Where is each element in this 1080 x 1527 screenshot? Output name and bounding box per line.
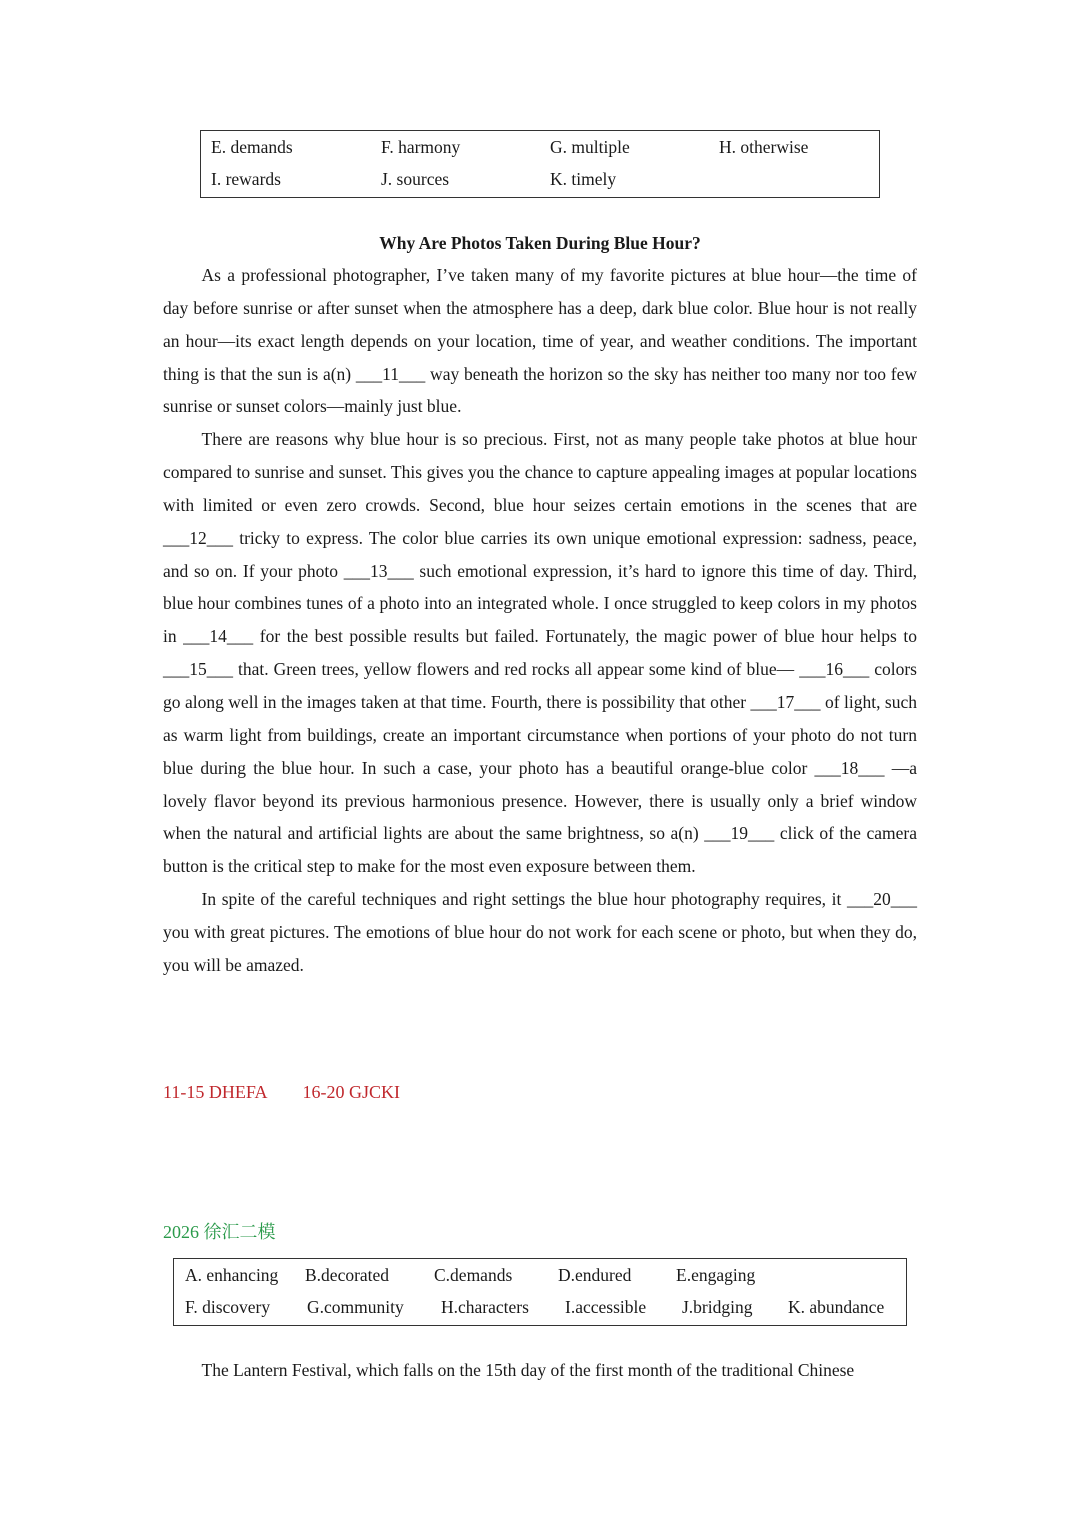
word-option: K. abundance [788, 1297, 885, 1317]
answer-key-part-2: 16-20 GJCKI [302, 1082, 400, 1102]
word-option: I.accessible [565, 1297, 647, 1317]
word-option: G. multiple [550, 137, 630, 157]
word-option: K. timely [550, 169, 617, 189]
article-paragraph: As a professional photographer, I’ve taken many of my favorite pictures at blue hour—the time of day before sunrise or after sunset when the atmosphere has a deep, dark blue color. Blue hour is not really an hour—its exact length depends on your location, time of year, and weather conditions. The important thing is that the sun is a(n) ___11___ way beneath the horizon so the sky has neither too many nor too few sunrise or sunset colors—mainly just blue. [163, 265, 917, 417]
word-option: C.demands [434, 1265, 513, 1285]
word-option: E.engaging [676, 1265, 756, 1285]
word-option: F. harmony [381, 137, 461, 157]
word-option: H.characters [441, 1297, 529, 1317]
word-option: F. discovery [185, 1297, 271, 1317]
word-option: I. rewards [211, 169, 281, 189]
article-body [163, 259, 917, 982]
word-option: J. sources [381, 169, 450, 189]
word-option: J.bridging [682, 1297, 753, 1317]
word-bank-row [201, 131, 879, 164]
next-passage-start: The Lantern Festival, which falls on the 15th day of the first month of the traditional Chinese [201, 1360, 855, 1380]
article-paragraph: In spite of the careful techniques and right settings the blue hour photography requires, it ___20___ you with great pictures. The emotions of blue hour do not work for each scene or photo, but when they do, you will be amazed. [163, 889, 917, 975]
word-option: D.endured [558, 1265, 632, 1285]
article-paragraph: There are reasons why blue hour is so precious. First, not as many people take photos at blue hour compared to sunrise and sunset. This gives you the chance to capture appealing images at popular locations with limited or even zero crowds. Second, blue hour seizes certain emotions in the scenes that are ___12___ tricky to express. The color blue carries its own unique emotional expression: sadness, peace, and so on. If your photo ___13___ such emotional expression, it’s hard to ignore this time of day. Third, blue hour combines tunes of a photo into an integrated whole. I once struggled to keep colors in my photos in ___14___ for the best possible results but failed. Fortunately, the magic power of blue hour helps to ___15___ that. Green trees, yellow flowers and red rocks all appear some kind of blue— ___16___ colors go along well in the images taken at that time. Fourth, there is possibility that other ___17___ of light, such as warm light from buildings, create an important circumstance when portions of your photo do not turn blue during the blue hour. In such a case, your photo has a beautiful orange-blue color ___18___ —a lovely flavor beyond its previous harmonious presence. However, there is usually only a brief window when the natural and artificial lights are about the same brightness, so a(n) ___19___ click of the camera button is the critical step to make for the most even exposure between them. [163, 429, 917, 877]
word-bank-row [201, 163, 879, 196]
word-option: E. demands [211, 137, 293, 157]
answer-key-part-1: 11-15 DHEFA [163, 1082, 267, 1102]
word-bank-row [174, 1259, 906, 1292]
word-bank-row [174, 1291, 906, 1324]
word-option: H. otherwise [719, 137, 809, 157]
word-bank-box [200, 130, 880, 198]
word-bank-box [173, 1258, 907, 1326]
answer-key [163, 1082, 400, 1103]
section-label: 2026 徐汇二模 [163, 1222, 276, 1242]
word-option: G.community [307, 1297, 404, 1317]
article-title: Why Are Photos Taken During Blue Hour? [379, 233, 701, 253]
word-option: B.decorated [305, 1265, 390, 1285]
word-option: A. enhancing [185, 1265, 279, 1285]
